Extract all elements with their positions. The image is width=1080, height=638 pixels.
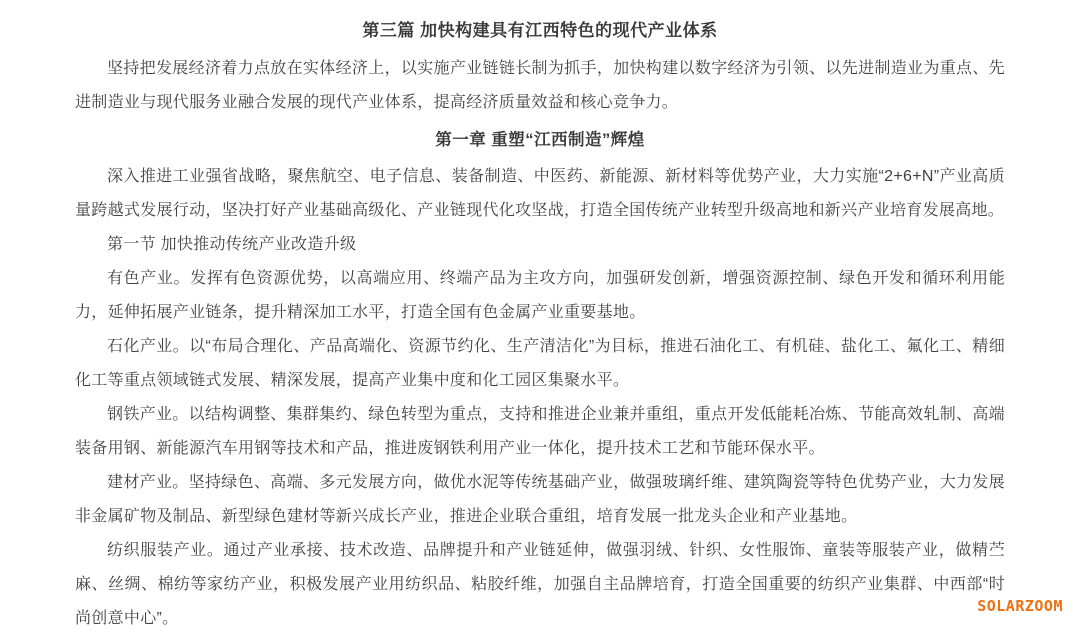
part-title: 第三篇 加快构建具有江西特色的现代产业体系 [362,21,718,40]
paragraph-building-materials-industry: 建材产业。坚持绿色、高端、多元发展方向，做优水泥等传统基础产业，做强玻璃纤维、建筑陶瓷等特色优势产业，大力发展非金属矿物及制品、新型绿色建材等新兴成长产业，推进企业联合重组，培育发展一批龙头企业和产业基地。 [75,474,1005,525]
section-title: 第一节 加快推动传统产业改造升级 [107,236,357,253]
solarzoom-watermark: SOLARZOOM [977,597,1063,615]
paragraph-nonferrous-industry: 有色产业。发挥有色资源优势，以高端应用、终端产品为主攻方向，加强研发创新，增强资源控制、绿色开发和循环利用能力，延伸拓展产业链条，提升精深加工水平，打造全国有色金属产业重要基地。 [75,270,1005,321]
paragraph-textile-apparel-industry: 纺织服装产业。通过产业承接、技术改造、品牌提升和产业链延伸，做强羽绒、针织、女性服饰、童装等服装产业，做精苎麻、丝绸、棉纺等家纺产业，积极发展产业用纺织品、粘胶纤维，加强自主品牌培育，打造全国重要的纺织产业集群、中西部“时尚创意中心”。 [75,542,1005,627]
paragraph-steel-industry: 钢铁产业。以结构调整、集群集约、绿色转型为重点，支持和推进企业兼并重组，重点开发低能耗冶炼、节能高效轧制、高端装备用钢、新能源汽车用钢等技术和产品，推进废钢铁利用产业一体化，提升技术工艺和节能环保水平。 [75,406,1005,457]
part-intro-paragraph: 坚持把发展经济着力点放在实体经济上，以实施产业链链长制为抓手，加快构建以数字经济为引领、以先进制造业为重点、先进制造业与现代服务业融合发展的现代产业体系，提高经济质量效益和核心竞争力。 [75,60,1005,111]
paragraph-petrochemical-industry: 石化产业。以“布局合理化、产品高端化、资源节约化、生产清洁化”为目标，推进石油化工、有机硅、盐化工、氟化工、精细化工等重点领域链式发展、精深发展，提高产业集中度和化工园区集聚水平。 [75,338,1005,389]
chapter-title: 第一章 重塑“江西制造”辉煌 [435,131,645,149]
chapter-intro-paragraph: 深入推进工业强省战略，聚焦航空、电子信息、装备制造、中医药、新能源、新材料等优势产业，大力实施“2+6+N”产业高质量跨越式发展行动，坚决打好产业基础高级化、产业链现代化攻坚战，打造全国传统产业转型升级高地和新兴产业培育发展高地。 [75,168,1005,219]
